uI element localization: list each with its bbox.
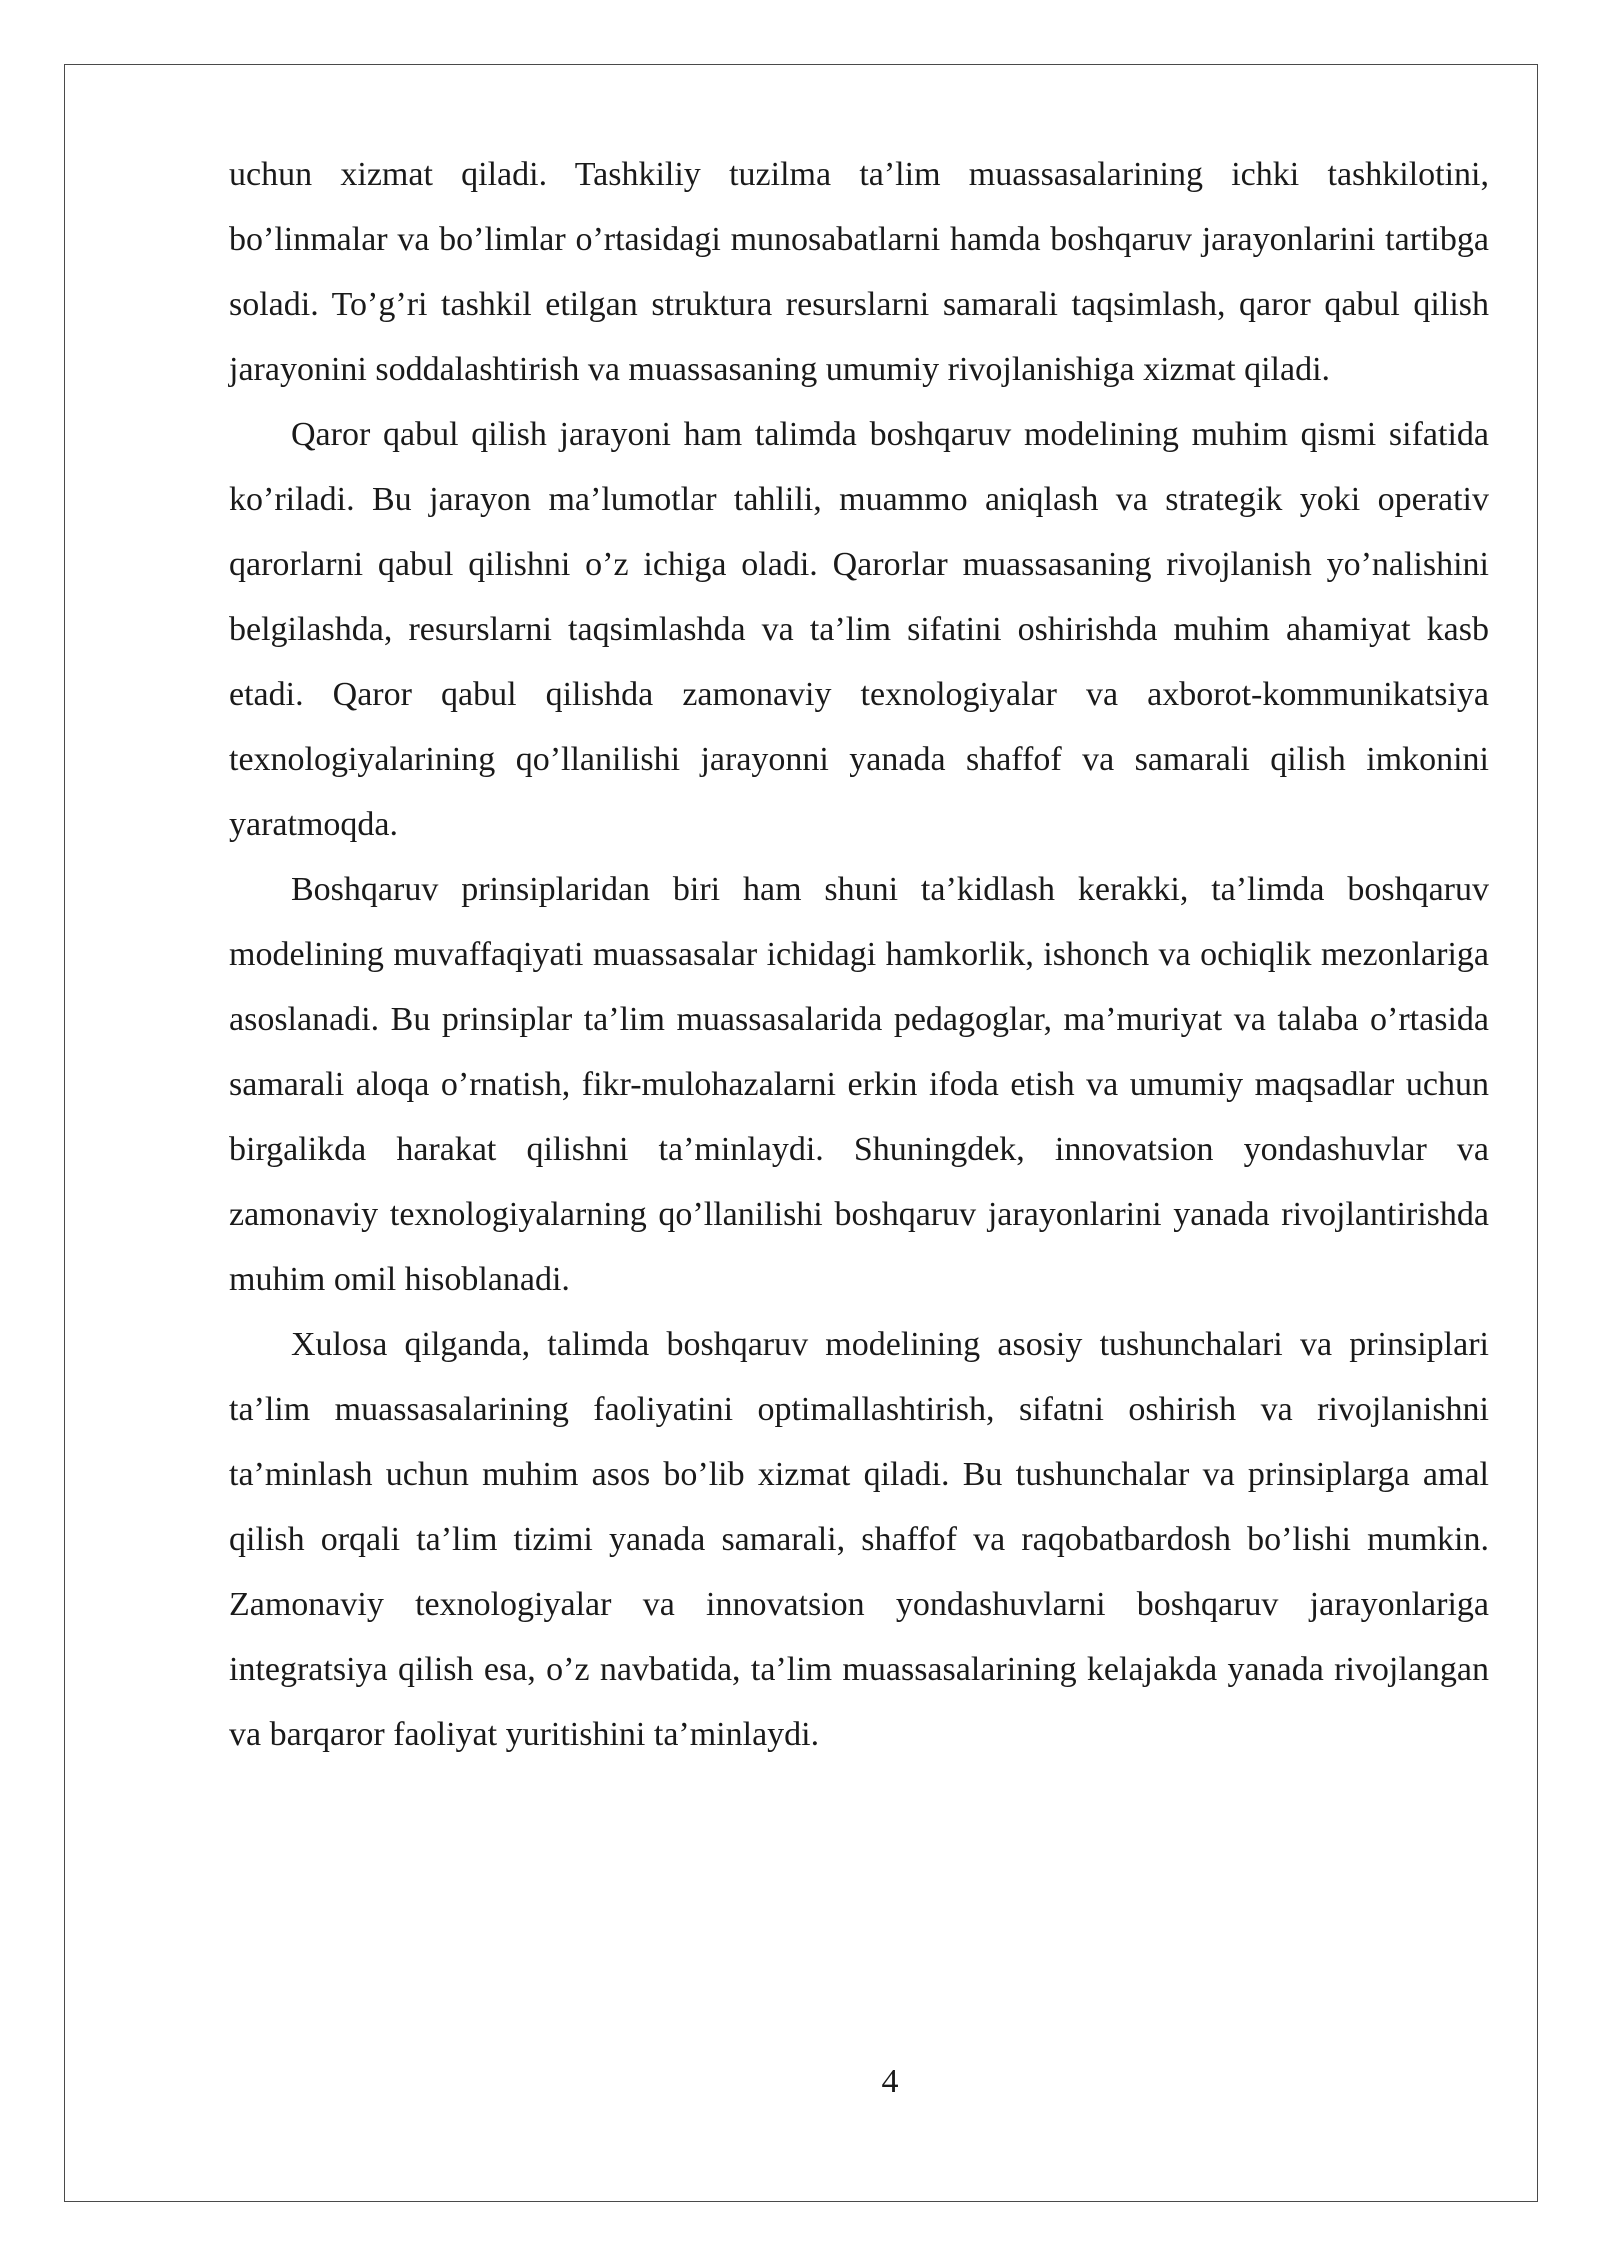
paragraph-continuation: uchun xizmat qiladi. Tashkiliy tuzilma ta’lim muassasalarining ichki tashkilotini, bo’linmalar va bo’limlar o’rtasidagi munosabatlarni hamda boshqaruv jarayonlarini tartibga soladi. To’g’ri tashkil etilgan struktura resurslarni samarali taqsimlash, qaror qabul qilish jarayonini soddalashtirish va muassasaning umumiy rivojlanishiga xizmat qiladi. [229,156,1489,388]
paragraph-management-principles: Boshqaruv prinsiplaridan biri ham shuni ta’kidlash kerakki, ta’limda boshqaruv modelining muvaffaqiyati muassasalar ichidagi hamkorlik, ishonch va ochiqlik mezonlariga asoslanadi. Bu prinsiplar ta’lim muassasalarida pedagoglar, ma’muriyat va talaba o’rtasida samarali aloqa o’rnatish, fikr-mulohazalarni erkin ifoda etish va umumiy maqsadlar uchun birgalikda harakat qilishni ta’minlaydi. Shuningdek, innovatsion yondashuvlar va zamonaviy texnologiyalarning qo’llanilishi boshqaruv jarayonlarini yanada rivojlantirishda muhim omil hisoblanadi. [229,871,1489,1298]
paragraph-decision-making: Qaror qabul qilish jarayoni ham talimda boshqaruv modelining muhim qismi sifatida ko’riladi. Bu jarayon ma’lumotlar tahlili, muammo aniqlash va strategik yoki operativ qarorlarni qabul qilishni o’z ichiga oladi. Qarorlar muassasaning rivojlanish yo’nalishini belgilashda, resurslarni taqsimlashda va ta’lim sifatini oshirishda muhim ahamiyat kasb etadi. Qaror qabul qilishda zamonaviy texnologiyalar va axborot-kommunikatsiya texnologiyalarining qo’llanilishi jarayonni yanada shaffof va samarali qilish imkonini yaratmoqda. [229,416,1489,843]
paragraph-conclusion: Xulosa qilganda, talimda boshqaruv modelining asosiy tushunchalari va prinsiplari ta’lim muassasalarining faoliyatini optimallashtirish, sifatni oshirish va rivojlanishni ta’minlash uchun muhim asos bo’lib xizmat qiladi. Bu tushunchalar va prinsiplarga amal qilish orqali ta’lim tizimi yanada samarali, shaffof va raqobatbardosh bo’lishi mumkin. Zamonaviy texnologiyalar va innovatsion yondashuvlarni boshqaruv jarayonlariga integratsiya qilish esa, o’z navbatida, ta’lim muassasalarining kelajakda yanada rivojlangan va barqaror faoliyat yuritishini ta’minlaydi. [229,1326,1489,1753]
document-body [229,142,1489,1767]
page-number: 4 [881,2063,899,2100]
